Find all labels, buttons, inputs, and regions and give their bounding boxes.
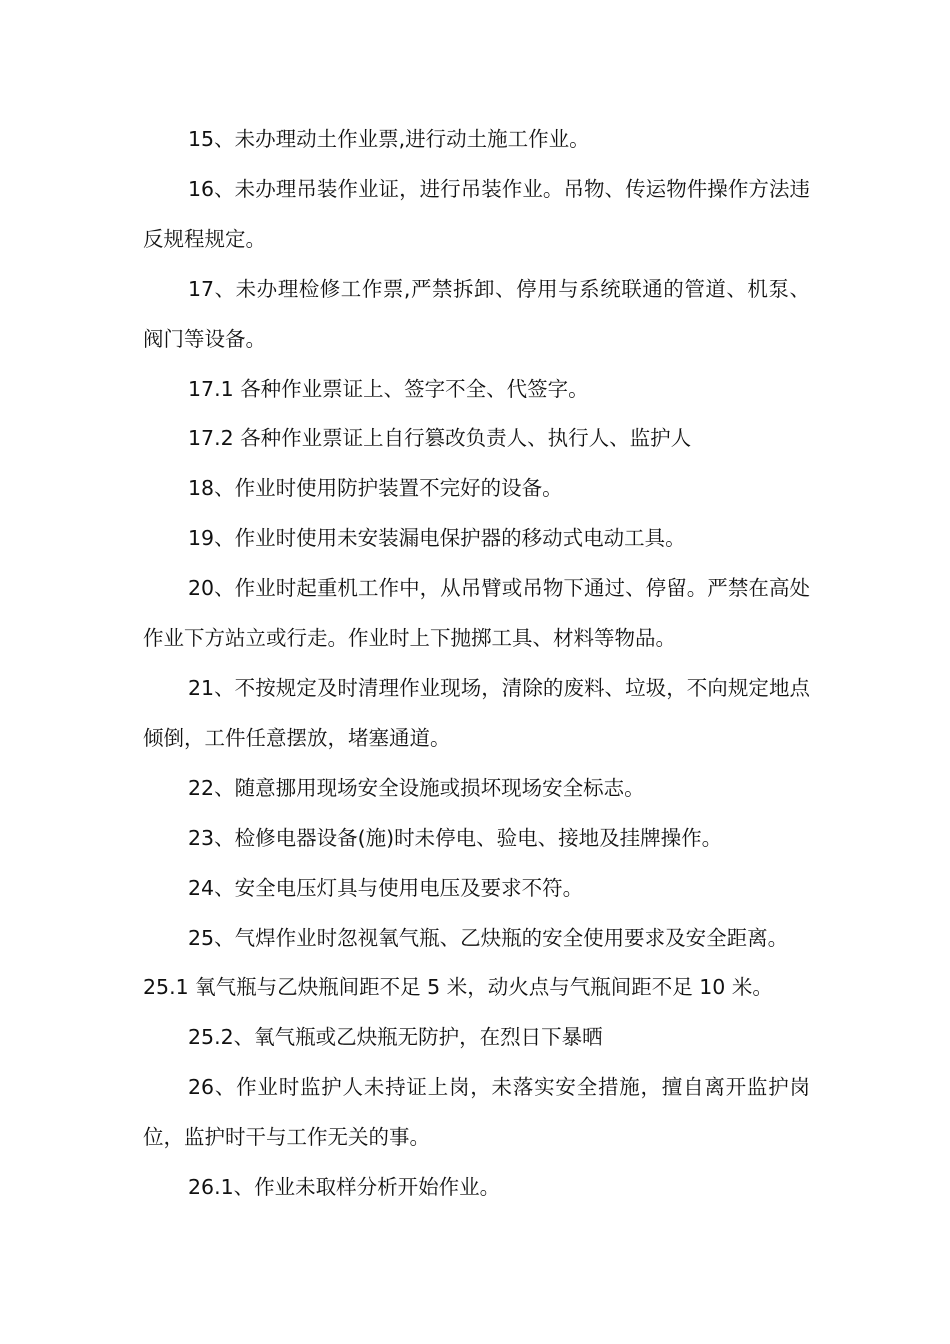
paragraph-item-20: 20、作业时起重机工作中，从吊臂或吊物下通过、停留。严禁在高处作业下方站立或行走。作业时上下抛掷工具、材料等物品。 bbox=[143, 576, 810, 651]
paragraph-item-26-1: 26.1、作业未取样分析开始作业。 bbox=[188, 1175, 501, 1200]
document-body bbox=[143, 115, 810, 1213]
paragraph-item-25-1: 25.1 氧气瓶与乙炔瓶间距不足 5 米，动火点与气瓶间距不足 10 米。 bbox=[143, 975, 773, 1000]
paragraph-item-26: 26、作业时监护人未持证上岗，未落实安全措施，擅自离开监护岗位，监护时干与工作无关的事。 bbox=[143, 1075, 810, 1150]
paragraph-item-25-2: 25.2、氧气瓶或乙炔瓶无防护，在烈日下暴晒 bbox=[188, 1025, 603, 1050]
paragraph-item-18: 18、作业时使用防护装置不完好的设备。 bbox=[188, 476, 563, 501]
paragraph-item-17: 17、未办理检修工作票,严禁拆卸、停用与系统联通的管道、机泵、阀门等设备。 bbox=[143, 276, 810, 351]
paragraph-item-21: 21、不按规定及时清理作业现场，清除的废料、垃圾，不向规定地点倾倒，工件任意摆放，堵塞通道。 bbox=[143, 675, 810, 750]
paragraph-item-17-2: 17.2 各种作业票证上自行篡改负责人、执行人、监护人 bbox=[188, 426, 692, 451]
paragraph-item-17-1: 17.1 各种作业票证上、签字不全、代签字。 bbox=[188, 376, 589, 401]
paragraph-item-23: 23、检修电器设备(施)时未停电、验电、接地及挂牌操作。 bbox=[188, 825, 723, 850]
paragraph-item-16: 16、未办理吊装作业证，进行吊装作业。吊物、传运物件操作方法违反规程规定。 bbox=[143, 176, 810, 251]
paragraph-item-22: 22、随意挪用现场安全设施或损坏现场安全标志。 bbox=[188, 775, 645, 800]
paragraph-item-24: 24、安全电压灯具与使用电压及要求不符。 bbox=[188, 875, 584, 900]
paragraph-item-25: 25、气焊作业时忽视氧气瓶、乙炔瓶的安全使用要求及安全距离。 bbox=[188, 925, 789, 950]
paragraph-item-19: 19、作业时使用未安装漏电保护器的移动式电动工具。 bbox=[188, 526, 686, 551]
paragraph-item-15: 15、未办理动土作业票,进行动土施工作业。 bbox=[188, 127, 590, 151]
